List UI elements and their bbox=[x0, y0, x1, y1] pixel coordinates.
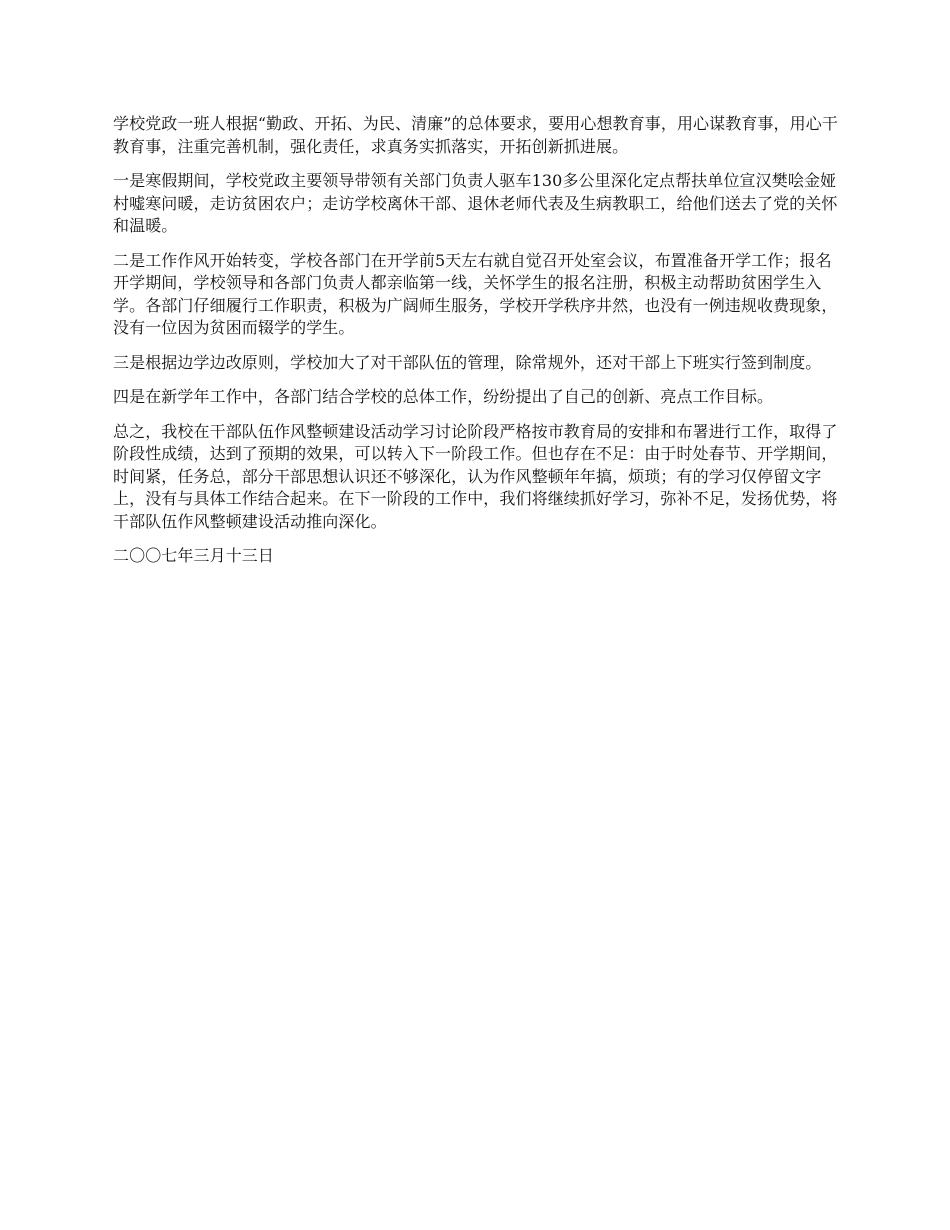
paragraph-three: 三是根据边学边改原则，学校加大了对干部队伍的管理，除常规外，还对干部上下班实行签到制度。 bbox=[113, 352, 822, 372]
document-date: 二〇〇七年三月十三日 bbox=[113, 546, 275, 565]
paragraph-summary: 总之，我校在干部队伍作风整顿建设活动学习讨论阶段严格按市教育局的安排和布署进行工作，取得了阶段性成绩，达到了预期的效果，可以转入下一阶段工作。但也存在不足：由于时处春节、开学期间，时间紧，任务总，部分干部思想认识还不够深化，认为作风整顿年年搞，烦琐；有的学习仅停留文字上，没有与具体工作结合起来。在下一阶段的工作中，我们将继续抓好学习，弥补不足，发扬优势，将干部队伍作风整顿建设活动推向深化。 bbox=[113, 421, 838, 531]
document-body bbox=[113, 113, 840, 580]
paragraph-one: 一是寒假期间，学校党政主要领导带领有关部门负责人驱车130多公里深化定点帮扶单位宣汉樊哙金娅村嘘寒问暖，走访贫困农户；走访学校离休干部、退休老师代表及生病教职工，给他们送去了党的关怀和温暖。 bbox=[113, 171, 838, 235]
paragraph-intro: 学校党政一班人根据“勤政、开拓、为民、清廉”的总体要求，要用心想教育事，用心谋教育事，用心干教育事，注重完善机制，强化责任，求真务实抓落实，开拓创新抓进展。 bbox=[113, 114, 838, 156]
paragraph-four: 四是在新学年工作中，各部门结合学校的总体工作，纷纷提出了自己的创新、亮点工作目标。 bbox=[113, 387, 774, 406]
paragraph-two: 二是工作作风开始转变，学校各部门在开学前5天左右就自觉召开处室会议，布置准备开学工作；报名开学期间，学校领导和各部门负责人都亲临第一线，关怀学生的报名注册，积极主动帮助贫困学生入学。各部门仔细履行工作职责，积极为广阔师生服务，学校开学秩序井然，也没有一例违规收费现象，没有一位因为贫困而辍学的学生。 bbox=[113, 250, 838, 337]
